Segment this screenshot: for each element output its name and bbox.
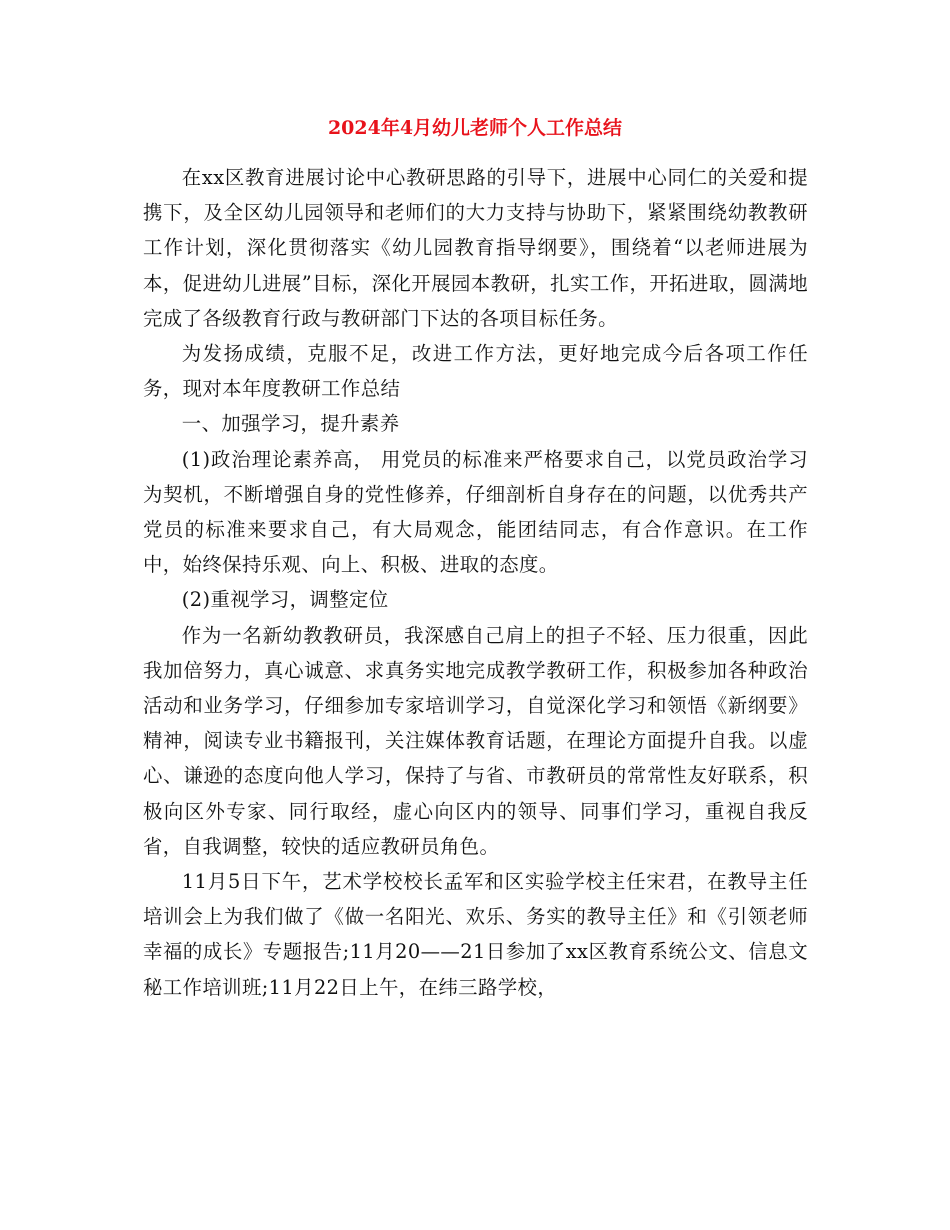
paragraph-learning: 作为一名新幼教教研员，我深感自己肩上的担子不轻、压力很重，因此我加倍努力，真心诚意、求真务实地完成教学教研工作，积极参加各种政治活动和业务学习，仔细参加专家培训学习，自觉深化学习和领悟《新纲要》精神，阅读专业书籍报刊，关注媒体教育话题，在理论方面提升自我。以虚心、谦逊的态度向他人学习，保持了与省、市教研员的常常性友好联系，积极向区外专家、同行取经，虚心向区内的领导、同事们学习，重视自我反省，自我调整，较快的适应教研员角色。 [143,623,808,858]
section-heading-1: 一、加强学习，提升素养 [181,412,400,436]
paragraph-purpose: 为发扬成绩，克服不足，改进工作方法，更好地完成今后各项工作任务，现对本年度教研工作总结 [143,342,808,401]
document-title: 2024年4月幼儿老师个人工作总结 [327,117,623,139]
document-body [143,160,808,1005]
paragraph-intro: 在xx区教育进展讨论中心教研思路的引导下，进展中心同仁的关爱和提携下，及全区幼儿园领导和老师们的大力支持与协助下，紧紧围绕幼教教研工作计划，深化贯彻落实《幼儿园教育指导纲要》，围绕着“以老师进展为本，促进幼儿进展”目标，深化开展园本教研，扎实工作，开拓进取，圆满地完成了各级教育行政与教研部门下达的各项目标任务。 [143,166,808,330]
paragraph-political-literacy: (1)政治理论素养高， 用党员的标准来严格要求自己，以党员政治学习为契机，不断增强自身的党性修养，仔细剖析自身存在的问题，以优秀共产党员的标准来要求自己，有大局观念，能团结同志，有合作意识。在工作中，始终保持乐观、向上、积极、进取的态度。 [143,447,808,577]
subsection-heading-2: (2)重视学习，调整定位 [181,588,389,612]
paragraph-training-events: 11月5日下午，艺术学校校长孟军和区实验学校主任宋君，在教导主任培训会上为我们做了《做一名阳光、欢乐、务实的教导主任》和《引领老师幸福的成长》专题报告;11月20——21日参加了xx区教育系统公文、信息文秘工作培训班;11月22日上午，在纬三路学校， [143,870,808,999]
